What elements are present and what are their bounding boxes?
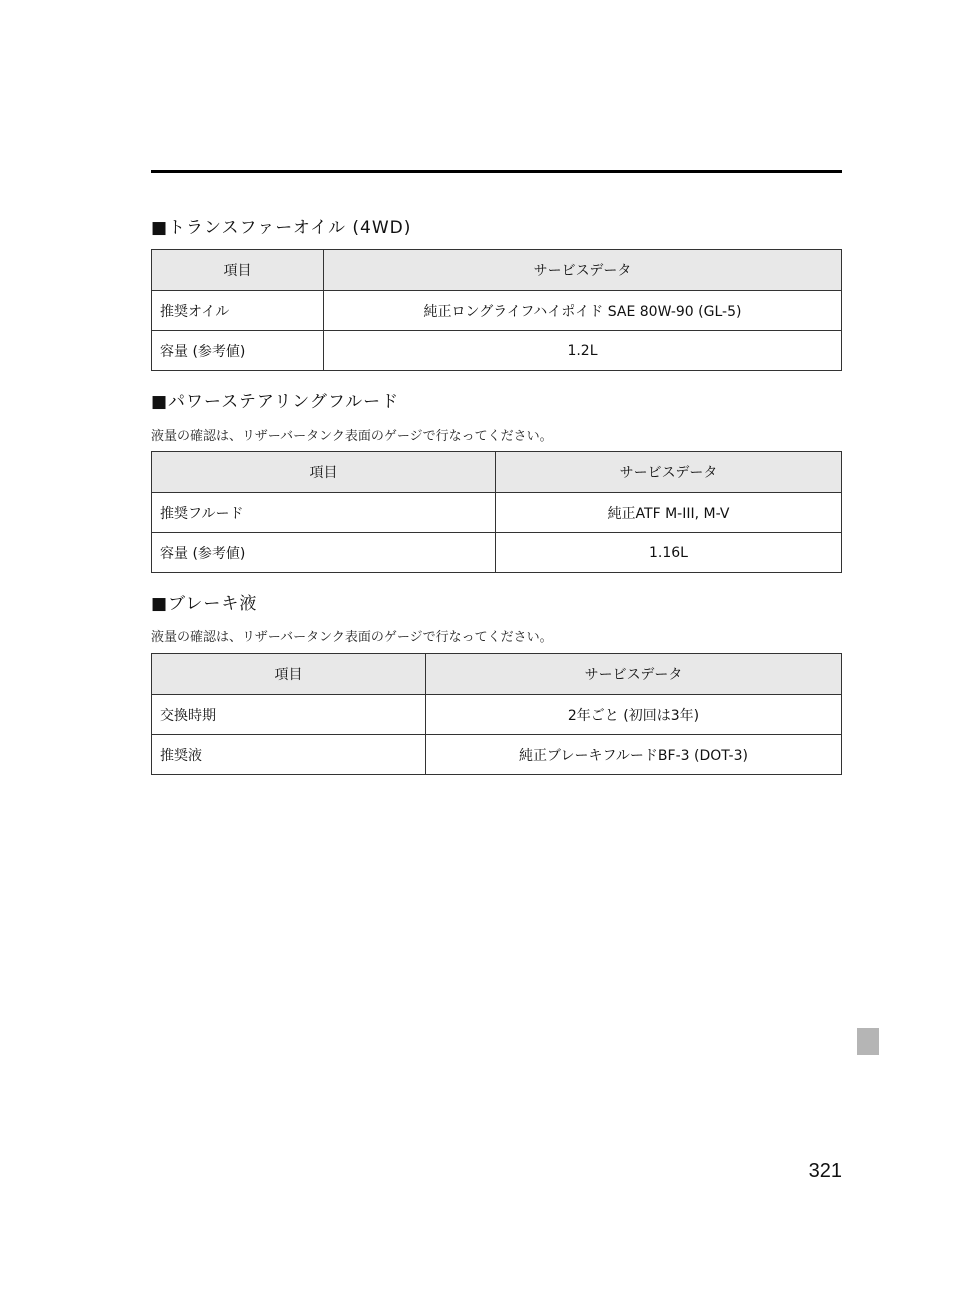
section-heading-brake-fluid: ■ブレーキ液 [151, 594, 258, 614]
section-note-brake-fluid: 液量の確認は、リザーバータンク表面のゲージで行なってください。 [151, 630, 553, 645]
row-value: 純正ブレーキフルードBF-3 (DOT-3) [426, 735, 842, 775]
row-label: 推奨液 [152, 735, 426, 775]
row-label: 推奨フルード [152, 493, 496, 533]
row-value: 2年ごと (初回は3年) [426, 695, 842, 735]
top-rule [151, 170, 842, 173]
table-header-row [152, 250, 842, 291]
table-row [152, 291, 842, 331]
table-header-row [152, 452, 842, 493]
row-value: 1.16L [496, 533, 842, 573]
row-value: 純正ATF M-III, M-V [496, 493, 842, 533]
spec-table-transfer-oil [151, 249, 842, 371]
header-service-data: サービスデータ [496, 452, 842, 493]
header-service-data: サービスデータ [426, 654, 842, 695]
section-heading-power-steering-fluid: ■パワーステアリングフルード [151, 392, 400, 412]
spec-table-brake-fluid [151, 653, 842, 775]
section-heading-transfer-oil: ■トランスファーオイル (4WD) [151, 218, 412, 238]
row-label: 容量 (参考値) [152, 331, 324, 371]
row-value: 1.2L [324, 331, 842, 371]
table-row [152, 695, 842, 735]
section-note-power-steering: 液量の確認は、リザーバータンク表面のゲージで行なってください。 [151, 429, 553, 444]
header-service-data: サービスデータ [324, 250, 842, 291]
row-label: 容量 (参考値) [152, 533, 496, 573]
row-label: 交換時期 [152, 695, 426, 735]
spec-table-power-steering-fluid [151, 451, 842, 573]
table-row [152, 331, 842, 371]
row-label: 推奨オイル [152, 291, 324, 331]
header-item: 項目 [152, 452, 496, 493]
side-index-tab [857, 1028, 879, 1055]
table-row [152, 735, 842, 775]
page-number: 321 [808, 1160, 842, 1182]
table-header-row [152, 654, 842, 695]
header-item: 項目 [152, 654, 426, 695]
table-row [152, 493, 842, 533]
table-row [152, 533, 842, 573]
header-item: 項目 [152, 250, 324, 291]
row-value: 純正ロングライフハイポイド SAE 80W-90 (GL-5) [324, 291, 842, 331]
